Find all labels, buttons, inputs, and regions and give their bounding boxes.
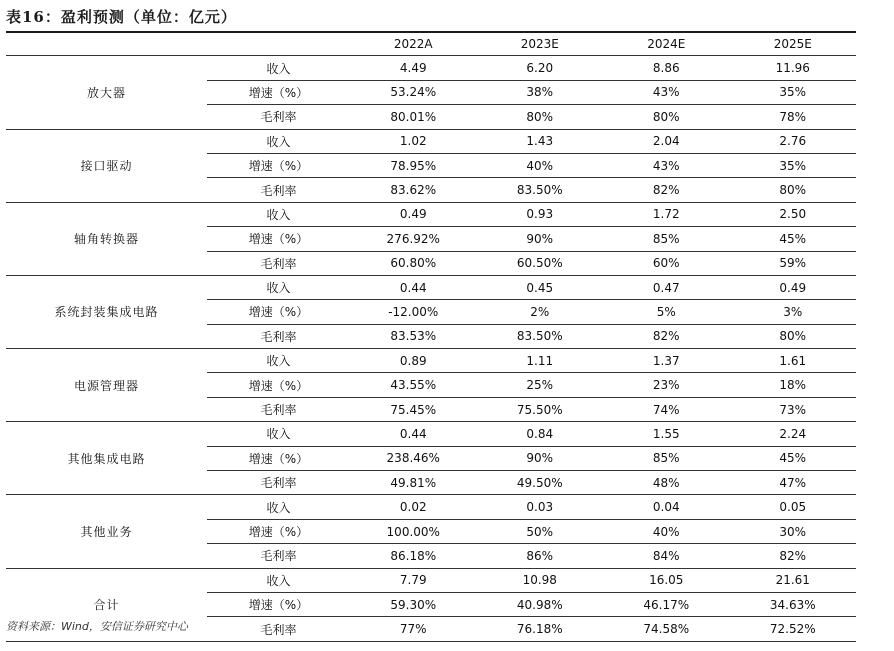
value-cell: 74% [603, 397, 730, 421]
table-row [6, 568, 856, 592]
value-cell: 83.50% [477, 324, 604, 348]
metric-label: 收入 [207, 129, 350, 153]
metric-label: 毛利率 [207, 324, 350, 348]
value-cell: 46.17% [603, 592, 730, 616]
value-cell: 8.86 [603, 56, 730, 80]
value-cell: 45% [730, 446, 857, 470]
metric-label: 毛利率 [207, 544, 350, 568]
table-row [6, 202, 856, 226]
value-cell: 238.46% [350, 446, 477, 470]
value-cell: 1.72 [603, 202, 730, 226]
segment-name: 系统封装集成电路 [6, 275, 207, 348]
value-cell: 80.01% [350, 105, 477, 129]
value-cell: 0.93 [477, 202, 604, 226]
source-note: 资料来源：Wind，安信证券研究中心 [6, 620, 188, 633]
value-cell: 0.44 [350, 275, 477, 299]
value-cell: 86% [477, 544, 604, 568]
value-cell: 0.44 [350, 422, 477, 446]
metric-label: 增速（%） [207, 80, 350, 104]
value-cell: 78.95% [350, 153, 477, 177]
value-cell: 72.52% [730, 617, 857, 641]
value-cell: 23% [603, 373, 730, 397]
metric-label: 毛利率 [207, 397, 350, 421]
value-cell: 30% [730, 519, 857, 543]
value-cell: 1.43 [477, 129, 604, 153]
value-cell: 85% [603, 227, 730, 251]
segment-name: 接口驱动 [6, 129, 207, 202]
segment-name: 放大器 [6, 56, 207, 129]
header-year: 2024E [603, 32, 730, 56]
value-cell: 85% [603, 446, 730, 470]
value-cell: 90% [477, 446, 604, 470]
metric-label: 增速（%） [207, 300, 350, 324]
value-cell: 4.49 [350, 56, 477, 80]
metric-label: 毛利率 [207, 617, 350, 641]
forecast-table [6, 32, 856, 642]
value-cell: 1.11 [477, 349, 604, 373]
value-cell: 60.80% [350, 251, 477, 275]
value-cell: 0.47 [603, 275, 730, 299]
header-row [6, 32, 856, 56]
value-cell: -12.00% [350, 300, 477, 324]
value-cell: 82% [603, 178, 730, 202]
value-cell: 48% [603, 471, 730, 495]
value-cell: 34.63% [730, 592, 857, 616]
value-cell: 83.62% [350, 178, 477, 202]
value-cell: 50% [477, 519, 604, 543]
value-cell: 47% [730, 471, 857, 495]
value-cell: 0.02 [350, 495, 477, 519]
segment-name: 其他集成电路 [6, 422, 207, 495]
value-cell: 80% [603, 105, 730, 129]
value-cell: 0.84 [477, 422, 604, 446]
value-cell: 0.45 [477, 275, 604, 299]
value-cell: 38% [477, 80, 604, 104]
metric-label: 毛利率 [207, 251, 350, 275]
value-cell: 276.92% [350, 227, 477, 251]
value-cell: 0.05 [730, 495, 857, 519]
value-cell: 18% [730, 373, 857, 397]
table-title: 表16：盈利预测（单位：亿元） [6, 8, 237, 26]
value-cell: 60% [603, 251, 730, 275]
segment-name: 合计 [6, 568, 207, 641]
value-cell: 21.61 [730, 568, 857, 592]
metric-label: 增速（%） [207, 227, 350, 251]
value-cell: 74.58% [603, 617, 730, 641]
value-cell: 35% [730, 153, 857, 177]
value-cell: 78% [730, 105, 857, 129]
value-cell: 59.30% [350, 592, 477, 616]
value-cell: 49.50% [477, 471, 604, 495]
value-cell: 2.50 [730, 202, 857, 226]
value-cell: 77% [350, 617, 477, 641]
metric-label: 收入 [207, 495, 350, 519]
metric-label: 收入 [207, 422, 350, 446]
value-cell: 83.50% [477, 178, 604, 202]
header-year: 2022A [350, 32, 477, 56]
value-cell: 3% [730, 300, 857, 324]
value-cell: 7.79 [350, 568, 477, 592]
header-segment [6, 32, 207, 56]
value-cell: 2.04 [603, 129, 730, 153]
value-cell: 43% [603, 153, 730, 177]
table-row [6, 495, 856, 519]
value-cell: 90% [477, 227, 604, 251]
header-year: 2025E [730, 32, 857, 56]
value-cell: 86.18% [350, 544, 477, 568]
segment-name: 其他业务 [6, 495, 207, 568]
segment-name: 电源管理器 [6, 349, 207, 422]
value-cell: 45% [730, 227, 857, 251]
value-cell: 80% [477, 105, 604, 129]
value-cell: 43.55% [350, 373, 477, 397]
metric-label: 收入 [207, 202, 350, 226]
table-row [6, 129, 856, 153]
value-cell: 1.61 [730, 349, 857, 373]
value-cell: 5% [603, 300, 730, 324]
value-cell: 43% [603, 80, 730, 104]
metric-label: 收入 [207, 56, 350, 80]
value-cell: 76.18% [477, 617, 604, 641]
value-cell: 80% [730, 178, 857, 202]
value-cell: 0.49 [730, 275, 857, 299]
value-cell: 100.00% [350, 519, 477, 543]
table-row [6, 349, 856, 373]
value-cell: 40.98% [477, 592, 604, 616]
value-cell: 49.81% [350, 471, 477, 495]
value-cell: 53.24% [350, 80, 477, 104]
table-row [6, 275, 856, 299]
metric-label: 增速（%） [207, 592, 350, 616]
table-body [6, 56, 856, 641]
value-cell: 75.50% [477, 397, 604, 421]
header-metric [207, 32, 350, 56]
value-cell: 2.76 [730, 129, 857, 153]
header-year: 2023E [477, 32, 604, 56]
value-cell: 83.53% [350, 324, 477, 348]
metric-label: 收入 [207, 349, 350, 373]
metric-label: 增速（%） [207, 519, 350, 543]
value-cell: 2.24 [730, 422, 857, 446]
metric-label: 收入 [207, 275, 350, 299]
value-cell: 1.37 [603, 349, 730, 373]
metric-label: 毛利率 [207, 178, 350, 202]
value-cell: 40% [603, 519, 730, 543]
value-cell: 1.55 [603, 422, 730, 446]
value-cell: 0.49 [350, 202, 477, 226]
value-cell: 10.98 [477, 568, 604, 592]
value-cell: 80% [730, 324, 857, 348]
value-cell: 82% [603, 324, 730, 348]
value-cell: 73% [730, 397, 857, 421]
value-cell: 25% [477, 373, 604, 397]
value-cell: 82% [730, 544, 857, 568]
metric-label: 增速（%） [207, 373, 350, 397]
metric-label: 毛利率 [207, 471, 350, 495]
value-cell: 0.89 [350, 349, 477, 373]
value-cell: 84% [603, 544, 730, 568]
value-cell: 35% [730, 80, 857, 104]
table-row [6, 422, 856, 446]
metric-label: 增速（%） [207, 153, 350, 177]
value-cell: 75.45% [350, 397, 477, 421]
metric-label: 毛利率 [207, 105, 350, 129]
value-cell: 40% [477, 153, 604, 177]
value-cell: 11.96 [730, 56, 857, 80]
table-row [6, 56, 856, 80]
value-cell: 59% [730, 251, 857, 275]
value-cell: 1.02 [350, 129, 477, 153]
value-cell: 2% [477, 300, 604, 324]
value-cell: 16.05 [603, 568, 730, 592]
metric-label: 收入 [207, 568, 350, 592]
value-cell: 0.04 [603, 495, 730, 519]
value-cell: 6.20 [477, 56, 604, 80]
value-cell: 60.50% [477, 251, 604, 275]
segment-name: 轴角转换器 [6, 202, 207, 275]
metric-label: 增速（%） [207, 446, 350, 470]
value-cell: 0.03 [477, 495, 604, 519]
